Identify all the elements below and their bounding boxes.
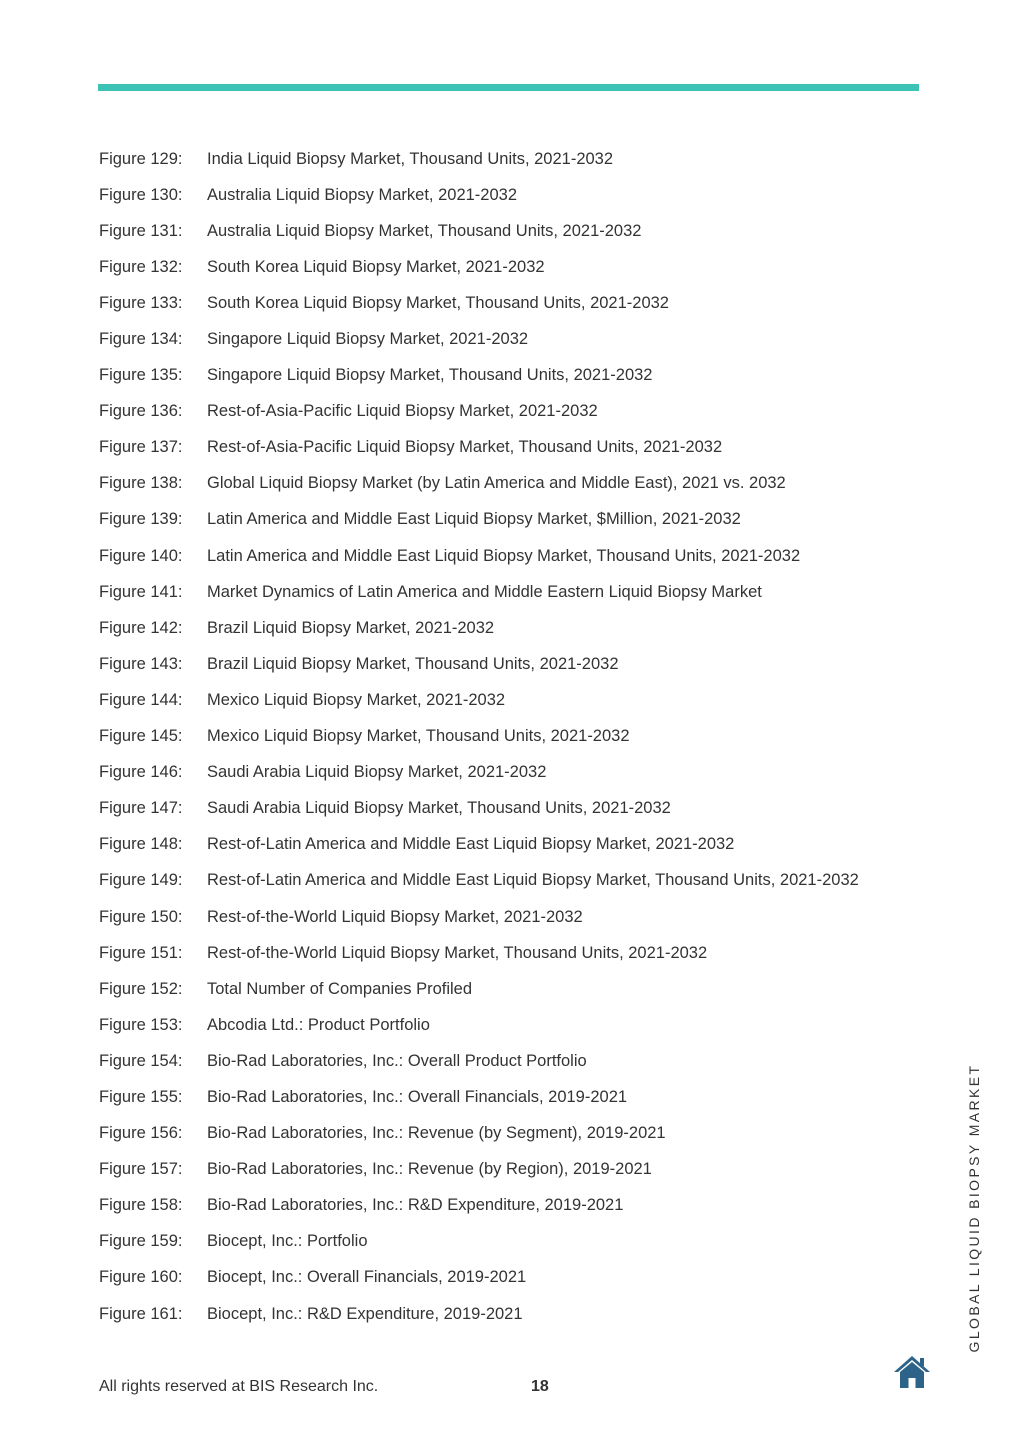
figure-entry[interactable] [99,394,919,430]
figure-title: Brazil Liquid Biopsy Market, 2021-2032 [207,618,495,637]
figure-number: Figure 143: [99,654,183,673]
figure-entry[interactable] [99,682,919,718]
figure-number: Figure 130: [99,185,183,204]
figure-title: Bio-Rad Laboratories, Inc.: Overall Financials, 2019-2021 [207,1087,628,1106]
figure-number: Figure 137: [99,438,183,457]
figure-entry[interactable] [99,971,919,1007]
figure-title: Global Liquid Biopsy Market (by Latin America and Middle East), 2021 vs. 2032 [207,474,786,493]
figure-entry[interactable] [99,646,919,682]
figure-title: Rest-of-Latin America and Middle East Liquid Biopsy Market, 2021-2032 [207,835,735,854]
figure-title: Biocept, Inc.: Overall Financials, 2019-2021 [207,1268,527,1287]
figure-number: Figure 147: [99,799,183,818]
figure-entry[interactable] [99,935,919,971]
figure-entry[interactable] [99,1260,919,1296]
figure-number: Figure 142: [99,618,183,637]
figure-title: Latin America and Middle East Liquid Biopsy Market, Thousand Units, 2021-2032 [207,546,801,565]
figure-entry[interactable] [99,1152,919,1188]
figure-number: Figure 145: [99,727,183,746]
figure-number: Figure 159: [99,1232,183,1251]
home-button[interactable] [893,1355,931,1389]
page-number: 18 [531,1378,549,1395]
figure-entry[interactable] [99,574,919,610]
figure-number: Figure 158: [99,1196,183,1215]
figure-entry[interactable] [99,719,919,755]
figure-entry[interactable] [99,1043,919,1079]
figure-title: South Korea Liquid Biopsy Market, 2021-2032 [207,257,545,276]
figure-entry[interactable] [99,1224,919,1260]
figure-title: Mexico Liquid Biopsy Market, Thousand Units, 2021-2032 [207,727,630,746]
figure-entry[interactable] [99,863,919,899]
figure-title: Biocept, Inc.: Portfolio [207,1232,368,1251]
figure-number: Figure 138: [99,474,183,493]
figure-number: Figure 146: [99,763,183,782]
figure-entry[interactable] [99,177,919,213]
figure-number: Figure 144: [99,690,183,709]
figure-entry[interactable] [99,502,919,538]
figure-entry[interactable] [99,1116,919,1152]
figure-number: Figure 151: [99,943,183,962]
figure-entry[interactable] [99,827,919,863]
figure-number: Figure 129: [99,149,183,168]
figure-number: Figure 131: [99,221,183,240]
figure-title: Rest-of-the-World Liquid Biopsy Market, Thousand Units, 2021-2032 [207,943,708,962]
top-accent-bar [98,84,919,91]
figure-title: Saudi Arabia Liquid Biopsy Market, 2021-2032 [207,763,547,782]
figure-entry[interactable] [99,791,919,827]
figure-title: Rest-of-the-World Liquid Biopsy Market, 2021-2032 [207,907,583,926]
figure-entry[interactable] [99,1188,919,1224]
figure-number: Figure 153: [99,1015,183,1034]
figure-entry[interactable] [99,358,919,394]
report-side-title: GLOBAL LIQUID BIOPSY MARKET [966,1063,982,1353]
figure-title: Bio-Rad Laboratories, Inc.: Revenue (by Region), 2019-2021 [207,1160,652,1179]
figure-title: Singapore Liquid Biopsy Market, 2021-2032 [207,330,529,349]
figure-entry[interactable] [99,755,919,791]
figure-number: Figure 140: [99,546,183,565]
figure-number: Figure 136: [99,402,183,421]
figure-number: Figure 149: [99,871,183,890]
figure-title: Abcodia Ltd.: Product Portfolio [207,1015,430,1034]
figure-title: Bio-Rad Laboratories, Inc.: R&D Expenditure, 2019-2021 [207,1196,624,1215]
figure-entry[interactable] [99,141,919,177]
figure-number: Figure 150: [99,907,183,926]
figure-title: Brazil Liquid Biopsy Market, Thousand Units, 2021-2032 [207,654,619,673]
figure-title: Bio-Rad Laboratories, Inc.: Overall Product Portfolio [207,1051,587,1070]
figure-number: Figure 156: [99,1124,183,1143]
figure-title: Latin America and Middle East Liquid Biopsy Market, $Million, 2021-2032 [207,510,741,529]
figure-title: South Korea Liquid Biopsy Market, Thousand Units, 2021-2032 [207,293,669,312]
list-of-figures [99,141,919,1332]
figure-number: Figure 161: [99,1304,183,1323]
figure-entry[interactable] [99,285,919,321]
figure-number: Figure 139: [99,510,183,529]
figure-number: Figure 148: [99,835,183,854]
figure-title: Rest-of-Latin America and Middle East Liquid Biopsy Market, Thousand Units, 2021-2032 [207,871,859,890]
figure-number: Figure 141: [99,582,183,601]
figure-entry[interactable] [99,610,919,646]
figure-number: Figure 133: [99,293,183,312]
figure-entry[interactable] [99,466,919,502]
home-icon [893,1355,931,1389]
figure-number: Figure 152: [99,979,183,998]
figure-entry[interactable] [99,538,919,574]
figure-entry[interactable] [99,249,919,285]
figure-entry[interactable] [99,1296,919,1332]
figure-entry[interactable] [99,213,919,249]
footer-copyright: All rights reserved at BIS Research Inc. [99,1378,379,1395]
figure-title: Market Dynamics of Latin America and Middle Eastern Liquid Biopsy Market [207,582,762,601]
figure-entry[interactable] [99,1007,919,1043]
figure-title: Bio-Rad Laboratories, Inc.: Revenue (by Segment), 2019-2021 [207,1124,666,1143]
figure-title: India Liquid Biopsy Market, Thousand Units, 2021-2032 [207,149,614,168]
figure-entry[interactable] [99,1079,919,1115]
figure-number: Figure 154: [99,1051,183,1070]
figure-entry[interactable] [99,321,919,357]
figure-title: Total Number of Companies Profiled [207,979,473,998]
figure-number: Figure 160: [99,1268,183,1287]
figure-entry[interactable] [99,430,919,466]
figure-title: Mexico Liquid Biopsy Market, 2021-2032 [207,690,506,709]
figure-title: Australia Liquid Biopsy Market, Thousand Units, 2021-2032 [207,221,642,240]
figure-title: Rest-of-Asia-Pacific Liquid Biopsy Market, Thousand Units, 2021-2032 [207,438,723,457]
figure-number: Figure 132: [99,257,183,276]
figure-number: Figure 157: [99,1160,183,1179]
figure-entry[interactable] [99,899,919,935]
figure-title: Saudi Arabia Liquid Biopsy Market, Thousand Units, 2021-2032 [207,799,671,818]
figure-title: Rest-of-Asia-Pacific Liquid Biopsy Market, 2021-2032 [207,402,598,421]
figure-title: Australia Liquid Biopsy Market, 2021-2032 [207,185,518,204]
figure-title: Singapore Liquid Biopsy Market, Thousand Units, 2021-2032 [207,366,653,385]
figure-number: Figure 134: [99,330,183,349]
figure-number: Figure 155: [99,1087,183,1106]
figure-title: Biocept, Inc.: R&D Expenditure, 2019-2021 [207,1304,523,1323]
figure-number: Figure 135: [99,366,183,385]
